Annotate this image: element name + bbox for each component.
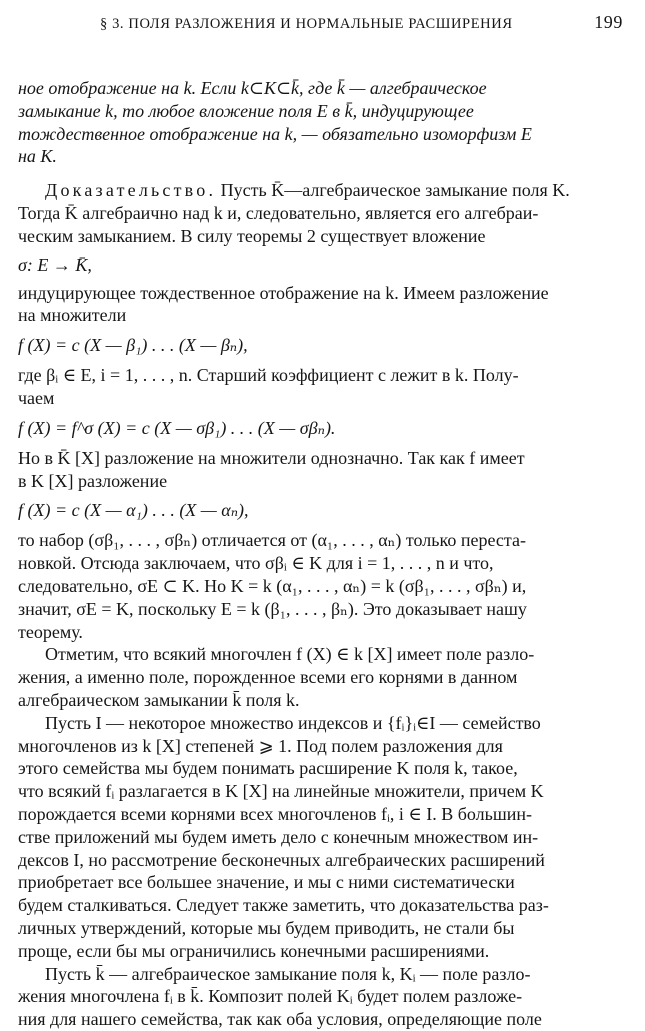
remark-paragraph — [18, 643, 623, 711]
text-line: где βᵢ ∈ E, i = 1, . . . , n. Старший коэффициент c лежит в k. Полу- — [18, 365, 519, 386]
text-line: то набор (σβ₁, . . . , σβₙ) отличается от (α₁, . . . , αₙ) только переста- — [18, 530, 526, 551]
text-line: Отметим, что всякий многочлен f (X) ∈ k [X] имеет поле разло- — [45, 644, 535, 665]
running-header — [0, 11, 645, 35]
text-line: теорему. — [18, 621, 83, 642]
page-number: 199 — [594, 12, 623, 32]
text-line: Пусть I — некоторое множество индексов и {fᵢ}ᵢ∈I — семейство — [45, 712, 541, 733]
formula-factorization: f (X) = c (X — β₁) . . . (X — βₙ), — [18, 335, 248, 356]
text-line: жения, а именно поле, порожденное всеми его корнями в данном — [18, 667, 518, 688]
formula-sigma: f (X) = f^σ (X) = c (X — σβ₁) . . . (X — σβₙ). — [18, 417, 336, 438]
text-line: индуцирующее тождественное отображение на k. Имеем разложение — [18, 282, 549, 303]
definition-paragraph — [18, 712, 623, 963]
proof — [18, 179, 623, 643]
theorem-continuation — [18, 77, 623, 168]
text-line: следовательно, σE ⊂ K. Но K = k (α₁, . . . , αₙ) = k (σβ₁, . . . , σβₙ) и, — [18, 575, 527, 596]
text-line: приобретает все большее значение, и мы с ними систематически — [18, 872, 515, 893]
text-line: тождественное отображение на k, — обязательно изоморфизм E — [18, 123, 532, 144]
text-line: Доказательство. Пусть K̄—алгебраическое замыкание поля K. — [45, 180, 570, 201]
text-line: новкой. Отсюда заключаем, что σβᵢ ∈ K для i = 1, . . . , n и что, — [18, 553, 494, 574]
text-line: будем сталкиваться. Следует также заметить, что доказательства раз- — [18, 895, 549, 916]
text-line: личных утверждений, которые мы будем приводить, не стали бы — [18, 917, 515, 938]
text-line: Пусть k̄ — алгебраическое замыкание поля k, Kᵢ — поле разло- — [45, 963, 531, 984]
text-line: на K. — [18, 146, 57, 167]
text-line: ния для нашего семейства, так как оба условия, определяющие поле — [18, 1009, 542, 1030]
closing-paragraph — [18, 963, 623, 1031]
text-line: Тогда K̄ алгебраично над k и, следовательно, является его алгебраи- — [18, 202, 539, 223]
text-line: проще, если бы мы ограничились конечными расширениями. — [18, 940, 490, 961]
text-line: порождается всеми корнями всех многочленов fᵢ, i ∈ I. В большин- — [18, 803, 532, 824]
text-line: этого семейства мы будем понимать расширение K поля k, такое, — [18, 758, 518, 779]
text-line: на множители — [18, 305, 127, 326]
text-line: значит, σE = K, поскольку E = k (β₁, . . . , βₙ). Это доказывает нашу — [18, 598, 527, 619]
text-line: алгебраическом замыкании k̄ поля k. — [18, 689, 300, 710]
proof-label: Доказательство. — [45, 180, 217, 201]
text-line: дексов I, но рассмотрение бесконечных алгебраических расширений — [18, 849, 545, 870]
formula-alpha: f (X) = c (X — α₁) . . . (X — αₙ), — [18, 500, 249, 521]
text-line: ное отображение на k. Если k⊂K⊂k̄, где k̄ — алгебраическое — [18, 78, 487, 98]
text-line: многочленов из k [X] степеней ⩾ 1. Под полем разложения для — [18, 735, 503, 756]
text-line: в K [X] разложение — [18, 470, 168, 491]
text-line: жения многочлена fᵢ в k̄. Композит полей Kᵢ будет полем разложе- — [18, 986, 523, 1007]
text-line: ческим замыканием. В силу теоремы 2 существует вложение — [18, 225, 486, 246]
running-title: § 3. ПОЛЯ РАЗЛОЖЕНИЯ И НОРМАЛЬНЫЕ РАСШИРЕНИЯ — [100, 16, 513, 32]
text-line: что всякий fᵢ разлагается в K [X] на линейные множители, причем K — [18, 781, 544, 802]
text-line: стве приложений мы будем иметь дело с конечным множеством ин- — [18, 826, 539, 847]
text-line: Но в K̄ [X] разложение на множители однозначно. Так как f имеет — [18, 447, 525, 468]
text-line: чаем — [18, 387, 55, 408]
text-line: замыкание k, то любое вложение поля E в k̄, индуцирующее — [18, 100, 474, 121]
formula-embedding: σ: E → K̄, — [18, 254, 92, 275]
page-body — [18, 77, 623, 1031]
